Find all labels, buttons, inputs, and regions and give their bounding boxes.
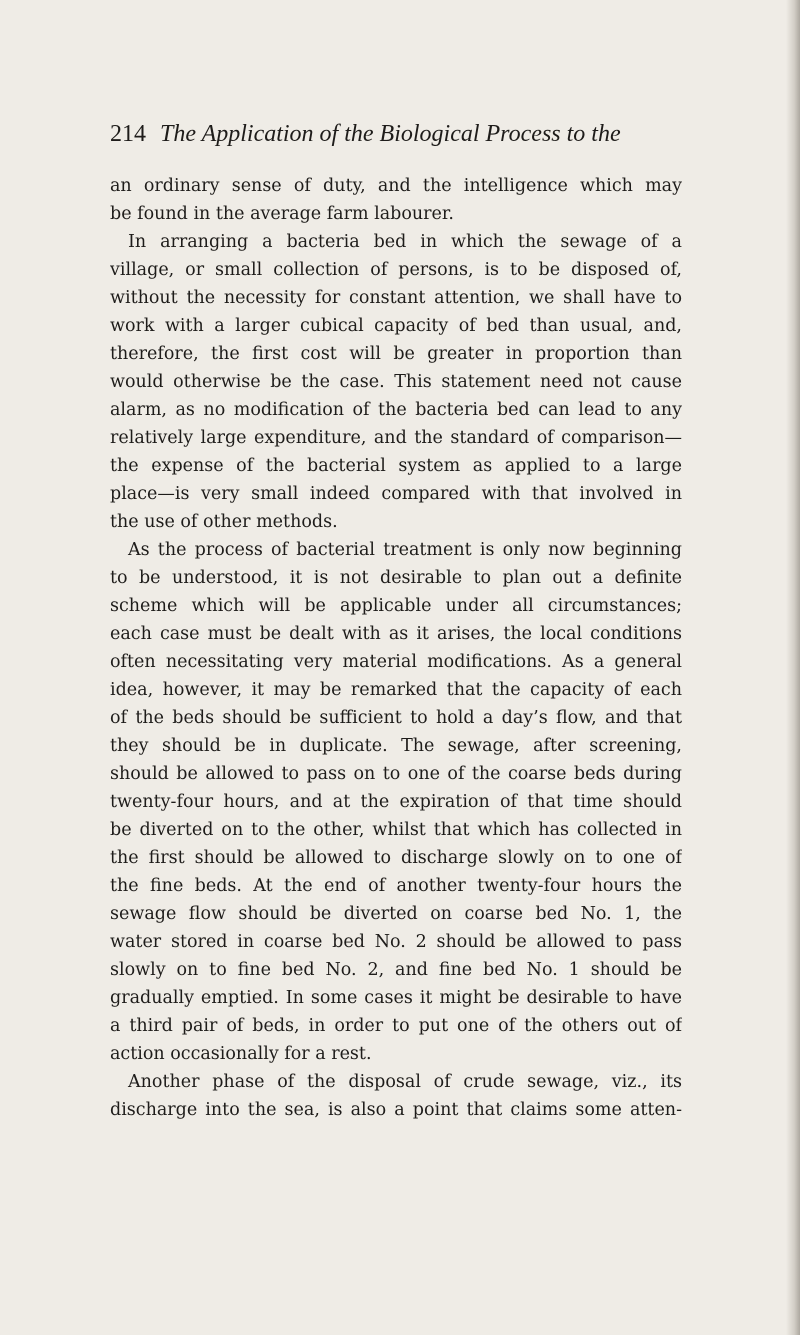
text-line: often necessitating very material modifications. As a general — [110, 652, 682, 672]
text-line: relatively large expenditure, and the standard of comparison— — [110, 428, 682, 448]
page-edge-shadow — [786, 0, 800, 1335]
text-line: each case must be dealt with as it arises, the local conditions — [110, 624, 682, 644]
text-line: place—is very small indeed compared with that involved in — [110, 484, 682, 504]
text-line: should be allowed to pass on to one of the coarse beds during — [110, 764, 682, 784]
text-line: water stored in coarse bed No. 2 should be allowed to pass — [110, 932, 682, 952]
text-line: be found in the average farm labourer. — [110, 204, 454, 224]
text-line: the use of other methods. — [110, 512, 338, 532]
text-line: In arranging a bacteria bed in which the sewage of a — [128, 232, 682, 252]
text-line: would otherwise be the case. This statement need not cause — [110, 372, 682, 392]
text-line: to be understood, it is not desirable to plan out a definite — [110, 568, 682, 588]
text-line: slowly on to fine bed No. 2, and fine bed No. 1 should be — [110, 960, 682, 980]
text-line: work with a larger cubical capacity of bed than usual, and, — [110, 316, 682, 336]
running-title: The Application of the Biological Process to the — [160, 121, 621, 147]
text-line: scheme which will be applicable under all circumstances; — [110, 596, 682, 616]
page-number: 214 — [110, 121, 146, 147]
text-line: alarm, as no modification of the bacteria bed can lead to any — [110, 400, 682, 420]
text-line: of the beds should be sufficient to hold a day’s flow, and that — [110, 708, 682, 728]
text-line: an ordinary sense of duty, and the intelligence which may — [110, 176, 682, 196]
text-line: a third pair of beds, in order to put one of the others out of — [110, 1016, 682, 1036]
text-line: action occasionally for a rest. — [110, 1044, 372, 1064]
body-text — [110, 172, 682, 1124]
text-line: Another phase of the disposal of crude sewage, viz., its — [128, 1072, 682, 1092]
text-line: they should be in duplicate. The sewage, after screening, — [110, 736, 682, 756]
text-line: sewage flow should be diverted on coarse bed No. 1, the — [110, 904, 682, 924]
text-line: As the process of bacterial treatment is only now beginning — [128, 540, 682, 560]
running-header — [110, 118, 710, 150]
text-line: discharge into the sea, is also a point that claims some atten- — [110, 1100, 682, 1120]
text-line: be diverted on to the other, whilst that which has collected in — [110, 820, 682, 840]
text-line: without the necessity for constant attention, we shall have to — [110, 288, 682, 308]
text-line: the fine beds. At the end of another twenty-four hours the — [110, 876, 682, 896]
text-line: village, or small collection of persons, is to be disposed of, — [110, 260, 682, 280]
text-line: idea, however, it may be remarked that the capacity of each — [110, 680, 682, 700]
text-line: gradually emptied. In some cases it might be desirable to have — [110, 988, 682, 1008]
text-line: the first should be allowed to discharge slowly on to one of — [110, 848, 682, 868]
text-line: twenty-four hours, and at the expiration of that time should — [110, 792, 682, 812]
text-line: the expense of the bacterial system as applied to a large — [110, 456, 682, 476]
text-line: therefore, the first cost will be greater in proportion than — [110, 344, 682, 364]
